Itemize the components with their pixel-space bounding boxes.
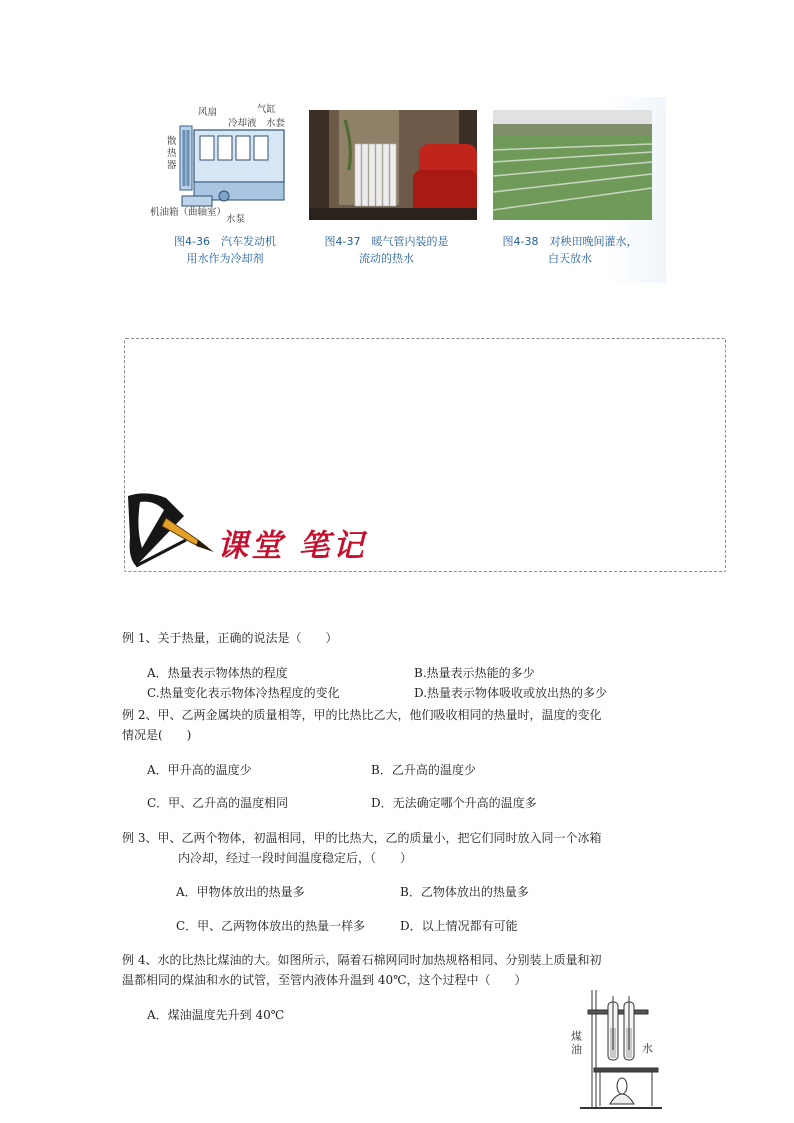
label-cylinder: 气缸 [257,104,277,115]
caption-line: 用水作为冷却剂 [186,252,264,265]
label-kerosene: 煤油 [571,1030,582,1056]
question-4-option-a: A．煤油温度先升到 40℃ [147,1008,285,1022]
question-3-option-c: C．甲、乙两物体放出的热量一样多 [176,919,366,933]
figure-caption [490,233,650,267]
caption-line: 图4-37 暖气管内装的是 [324,235,449,248]
figure-caption [309,233,464,267]
question-3-stem-cont: 内冷却，经过一段时间温度稳定后，（ ） [178,851,413,865]
label-oil-box: 机油箱（曲轴室） [150,207,227,218]
label-radiator: 散热器 [167,136,177,171]
question-2-stem: 例 2、甲、乙两金属块的质量相等，甲的比热比乙大，他们吸收相同的热量时，温度的变化 [122,708,602,722]
question-3-option-b: B．乙物体放出的热量多 [400,885,529,899]
caption-line: 流动的热水 [359,252,414,265]
label-water: 水 [642,1042,653,1055]
label-pump: 水泵 [226,214,246,225]
question-3-stem: 例 3、甲、乙两个物体，初温相同，甲的比热大，乙的质量小，把它们同时放入同一个冰箱 [122,831,602,845]
label-jacket: 水套 [266,118,286,129]
question-1-option-b: B.热量表示热能的多少 [414,666,535,680]
question-4-stem: 例 4、水的比热比煤油的大。如图所示，隔着石棉网同时加热规格相同、分别装上质量和初 [122,953,602,967]
figure-caption [150,233,300,267]
caption-line: 图4-38 对秧田晚间灌水， [502,235,638,248]
question-1-option-a: A．热量表示物体热的程度 [147,666,288,680]
question-3-option-a: A．甲物体放出的热量多 [176,885,305,899]
question-2-option-c: C．甲、乙升高的温度相同 [147,796,289,810]
question-1-option-d: D.热量表示物体吸收或放出热的多少 [414,686,608,700]
question-1-option-c: C.热量变化表示物体冷热程度的变化 [147,686,340,700]
question-2-option-a: A．甲升高的温度少 [147,763,252,777]
question-2-stem-cont: 情况是( ) [122,728,192,742]
caption-line: 图4-36 汽车发动机 [174,235,276,248]
question-4-stem-cont: 温都相同的煤油和水的试管，至管内液体升温到 40℃，这个过程中（ ） [122,973,527,987]
question-3-option-d: D．以上情况都有可能 [400,919,518,933]
notes-heading: 课堂 笔记 [217,528,367,564]
question-1-stem: 例 1、关于热量，正确的说法是（ ） [122,631,338,645]
question-2-option-d: D．无法确定哪个升高的温度多 [371,796,537,810]
label-fan: 风扇 [198,107,218,118]
label-coolant: 冷却液 [228,118,257,129]
radiator-photo [309,110,477,220]
caption-line: 白天放水 [548,252,592,265]
question-2-option-b: B．乙升高的温度少 [371,763,476,777]
rice-field-photo [493,110,652,220]
pen-icon [126,488,218,570]
